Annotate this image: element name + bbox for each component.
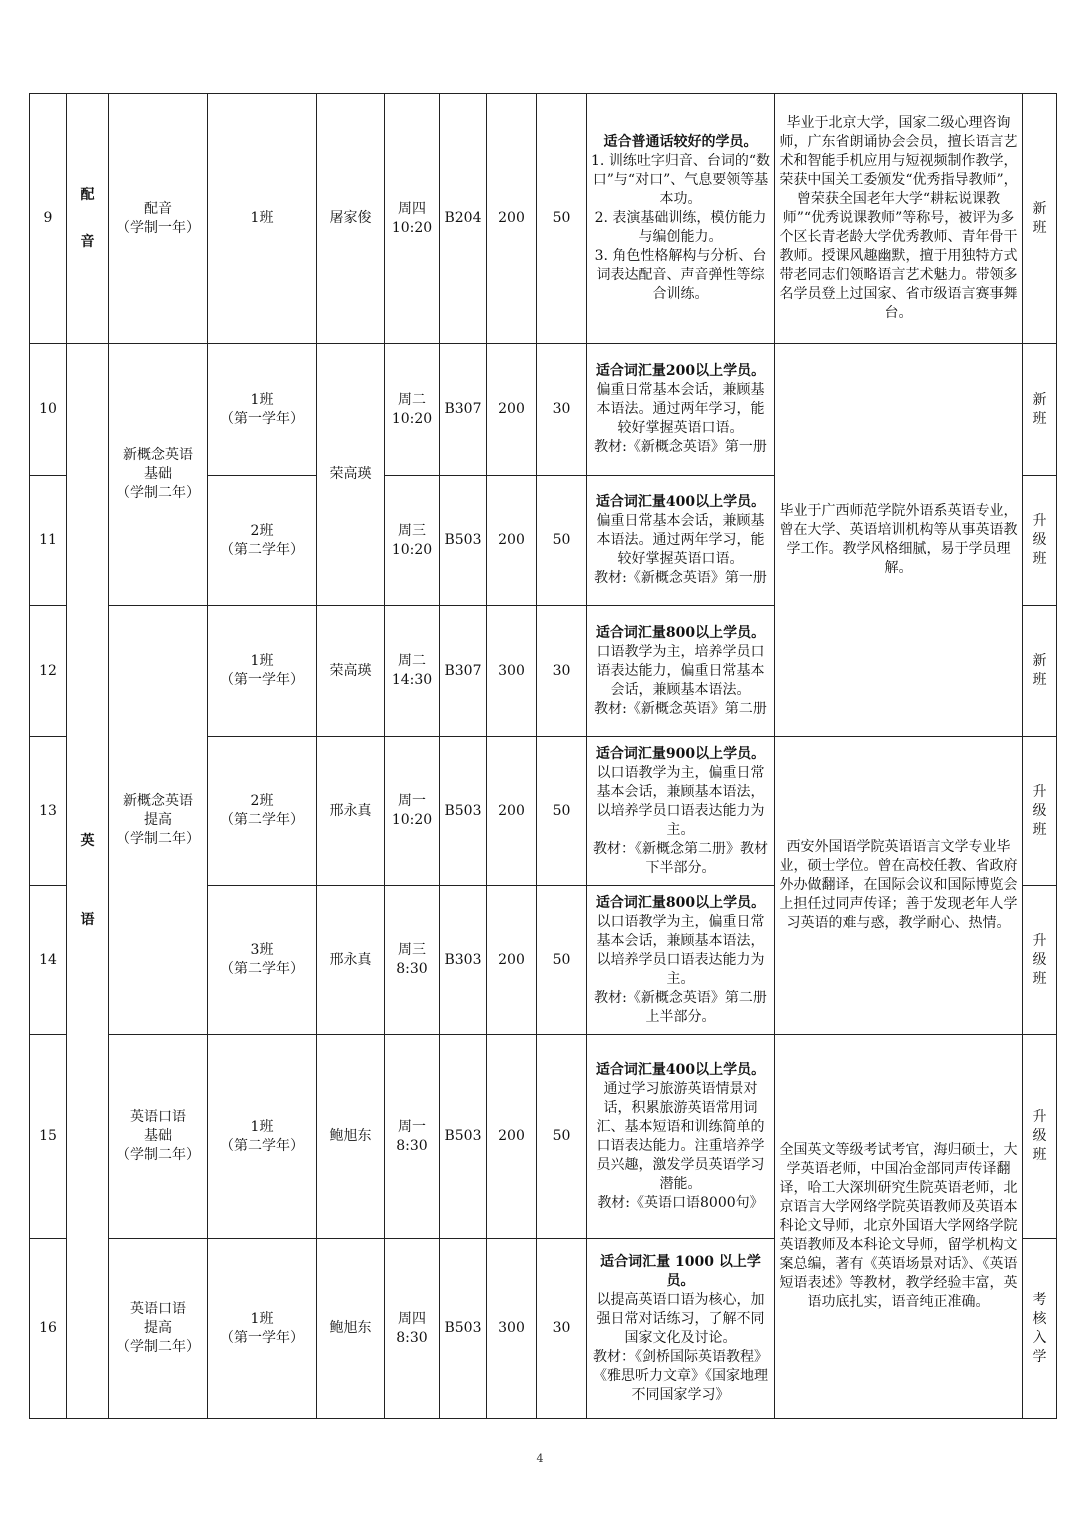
course-name: 英语口语 提高 （学制二年） xyxy=(109,1239,208,1419)
teacher-name: 邢永真 xyxy=(317,737,385,886)
course-description: 适合词汇量800以上学员。 以口语教学为主，偏重日常基本会话，兼顾基本语法，以培养学员口语表达能力为主。 教材:《新概念英语》第二册上半部分。 xyxy=(587,886,775,1035)
capacity: 50 xyxy=(537,476,587,606)
classroom: B503 xyxy=(440,1035,487,1239)
course-description: 适合词汇量800以上学员。 口语教学为主，培养学员口语表达能力，偏重日常基本会话，兼顾基本语法。 教材:《新概念英语》第二册 xyxy=(587,606,775,737)
course-name: 配音 （学制一年） xyxy=(109,94,208,344)
classroom: B204 xyxy=(440,94,487,344)
remark: 考 核 入 学 xyxy=(1023,1239,1057,1419)
classroom: B503 xyxy=(440,476,487,606)
course-table xyxy=(29,93,1057,1419)
remark: 升 级 班 xyxy=(1023,737,1057,886)
teacher-name: 邢永真 xyxy=(317,886,385,1035)
teacher-name: 鲍旭东 xyxy=(317,1035,385,1239)
remark: 新 班 xyxy=(1023,344,1057,476)
capacity: 50 xyxy=(537,886,587,1035)
class-name: 1班 （第一学年） xyxy=(208,606,317,737)
teacher-bio: 全国英文等级考试考官，海归硕士，大学英语老师，中国冶金部同声传译翻译，哈工大深圳研究生院英语老师，北京语言大学网络学院英语教师及英语本科论文导师，北京外国语大学网络学院英语教师及本科论文导师，留学机构文案总编，著有《英语场景对话》、《英语短语表述》等教材，教学经验丰富，英语功底扎实，语音纯正准确。 xyxy=(775,1035,1023,1419)
course-description: 适合普通话较好的学员。 1. 训练吐字归音、台词的“数口”与“对口”、气息要领等基本功。 2. 表演基础训练，模仿能力与编创能力。 3. 角色性格解构与分析、台词表达配音、声音弹性等综合训练。 xyxy=(587,94,775,344)
class-name: 3班 （第二学年） xyxy=(208,886,317,1035)
classroom: B303 xyxy=(440,886,487,1035)
row-number: 11 xyxy=(30,476,67,606)
classroom: B503 xyxy=(440,1239,487,1419)
fee: 200 xyxy=(487,1035,537,1239)
class-time: 周三 10:20 xyxy=(385,476,440,606)
fee: 200 xyxy=(487,344,537,476)
row-number: 10 xyxy=(30,344,67,476)
course-name: 英语口语 基础 （学制二年） xyxy=(109,1035,208,1239)
remark: 新 班 xyxy=(1023,94,1057,344)
row-number: 9 xyxy=(30,94,67,344)
class-time: 周二 14:30 xyxy=(385,606,440,737)
class-name: 1班 （第二学年） xyxy=(208,1035,317,1239)
row-number: 12 xyxy=(30,606,67,737)
capacity: 50 xyxy=(537,1035,587,1239)
capacity: 30 xyxy=(537,606,587,737)
classroom: B503 xyxy=(440,737,487,886)
course-name: 新概念英语 基础 （学制二年） xyxy=(109,344,208,606)
row-number: 16 xyxy=(30,1239,67,1419)
course-description: 适合词汇量400以上学员。 通过学习旅游英语情景对话，积累旅游英语常用词汇、基本短语和训练简单的口语表达能力。注重培养学员兴趣，激发学员英语学习潜能。 教材:《英语口语8000句》 xyxy=(587,1035,775,1239)
teacher-name: 鲍旭东 xyxy=(317,1239,385,1419)
page-number: 4 xyxy=(536,1452,544,1465)
class-name: 1班 （第一学年） xyxy=(208,1239,317,1419)
fee: 200 xyxy=(487,737,537,886)
course-name: 新概念英语 提高 （学制二年） xyxy=(109,606,208,1035)
subject-cell: 英 语 xyxy=(67,344,109,1419)
class-time: 周一 8:30 xyxy=(385,1035,440,1239)
teacher-name: 屠家俊 xyxy=(317,94,385,344)
capacity: 30 xyxy=(537,344,587,476)
class-time: 周四 8:30 xyxy=(385,1239,440,1419)
course-description: 适合词汇量900以上学员。 以口语教学为主，偏重日常基本会话，兼顾基本语法，以培养学员口语表达能力为主。 教材：《新概念第二册》教材下半部分。 xyxy=(587,737,775,886)
fee: 300 xyxy=(487,1239,537,1419)
row-number: 13 xyxy=(30,737,67,886)
teacher-bio: 西安外国语学院英语语言文学专业毕业，硕士学位。曾在高校任教、省政府外办做翻译，在国际会议和国际博览会上担任过同声传译；善于发现老年人学习英语的难与惑，教学耐心、热情。 xyxy=(775,737,1023,1035)
row-number: 14 xyxy=(30,886,67,1035)
fee: 200 xyxy=(487,476,537,606)
remark: 升 级 班 xyxy=(1023,1035,1057,1239)
fee: 300 xyxy=(487,606,537,737)
table-row xyxy=(30,1035,1057,1239)
course-description: 适合词汇量400以上学员。 偏重日常基本会话，兼顾基本语法。通过两年学习，能较好掌握英语口语。 教材:《新概念英语》第一册 xyxy=(587,476,775,606)
class-time: 周一 10:20 xyxy=(385,737,440,886)
subject-cell: 配 音 xyxy=(67,94,109,344)
teacher-bio: 毕业于广西师范学院外语系英语专业，曾在大学、英语培训机构等从事英语教学工作。教学风格细腻，易于学员理解。 xyxy=(775,344,1023,737)
capacity: 30 xyxy=(537,1239,587,1419)
class-name: 2班 （第二学年） xyxy=(208,737,317,886)
capacity: 50 xyxy=(537,737,587,886)
table-row xyxy=(30,94,1057,344)
course-description: 适合词汇量200以上学员。 偏重日常基本会话，兼顾基本语法。通过两年学习，能较好掌握英语口语。 教材:《新概念英语》第一册 xyxy=(587,344,775,476)
classroom: B307 xyxy=(440,606,487,737)
class-name: 1班 （第一学年） xyxy=(208,344,317,476)
remark: 升 级 班 xyxy=(1023,476,1057,606)
remark: 新 班 xyxy=(1023,606,1057,737)
course-description: 适合词汇量 1000 以上学员。 以提高英语口语为核心，加强日常对话练习，了解不同国家文化及讨论。 教材：《剑桥国际英语教程》《雅思听力文章》《国家地理不同国家学习》 xyxy=(587,1239,775,1419)
row-number: 15 xyxy=(30,1035,67,1239)
class-time: 周四 10:20 xyxy=(385,94,440,344)
fee: 200 xyxy=(487,886,537,1035)
fee: 200 xyxy=(487,94,537,344)
teacher-bio: 毕业于北京大学，国家二级心理咨询师，广东省朗诵协会会员，擅长语言艺术和智能手机应用与短视频制作教学，荣获中国关工委颁发“优秀指导教师”，曾荣获全国老年大学“耕耘说课教师”“优秀说课教师”等称号，被评为多个区长青老龄大学优秀教师、青年骨干教师。授课风趣幽默，擅于用独特方式带老同志们领略语言艺术魅力。带领多名学员登上过国家、省市级语言赛事舞台。 xyxy=(775,94,1023,344)
remark: 升 级 班 xyxy=(1023,886,1057,1035)
class-name: 1班 xyxy=(208,94,317,344)
teacher-name: 荣高瑛 xyxy=(317,606,385,737)
teacher-name: 荣高瑛 xyxy=(317,344,385,606)
class-name: 2班 （第二学年） xyxy=(208,476,317,606)
capacity: 50 xyxy=(537,94,587,344)
table-row xyxy=(30,344,1057,476)
class-time: 周二 10:20 xyxy=(385,344,440,476)
classroom: B307 xyxy=(440,344,487,476)
class-time: 周三 8:30 xyxy=(385,886,440,1035)
